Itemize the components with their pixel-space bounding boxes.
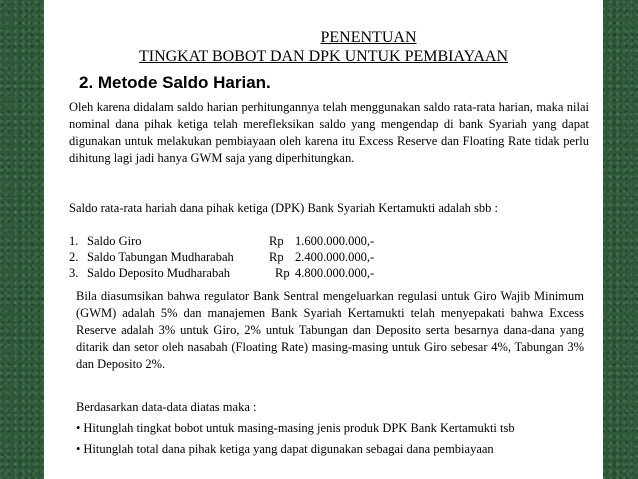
dpk-item-name: Saldo Deposito Mudharabah (87, 266, 231, 280)
dpk-item-name: Saldo Giro (87, 234, 142, 248)
dpk-item-currency: Rp (275, 266, 290, 280)
dpk-item-amount: 4.800.000.000,- (295, 266, 375, 280)
dpk-item-amount: 2.400.000.000,- (295, 250, 375, 264)
dpk-item-currency: Rp (269, 234, 284, 248)
dpk-item (69, 265, 449, 281)
dpk-item-amount: 1.600.000.000,- (295, 234, 375, 248)
dpk-intro: Saldo rata-rata hariah dana pihak ketiga (DPK) Bank Syariah Kertamukti adalah sbb : (69, 201, 499, 215)
task-intro: Berdasarkan data-data diatas maka : (76, 400, 257, 414)
dpk-item (69, 233, 449, 249)
task-item (76, 441, 596, 462)
bullet-icon: • (76, 442, 81, 456)
section-heading: 2. Metode Saldo Harian. (79, 73, 275, 93)
dpk-item (69, 249, 449, 265)
paragraph-assumption: Bila diasumsikan bahwa regulator Bank Sentral mengeluarkan regulasi untuk Giro Wajib Minimum (GWM) adalah 5% dan manajemen Bank Syariah Kertamukti telah menyepakati bahwa Excess Reserve adalah 3% untuk Giro, 2% untuk Tabungan dan Deposito serta besarnya dana-dana yang ditarik dan setor oleh nasabah (Floating Rate) masing-masing untuk Giro sebesar 4%, Tabungan 3% dan Deposito 2%. (76, 289, 584, 371)
task-item (76, 420, 596, 441)
bullet-icon: • (76, 421, 81, 435)
task-text: Hitunglah total dana pihak ketiga yang dapat digunakan sebagai dana pembiayaan (83, 442, 494, 456)
dpk-list (69, 233, 449, 281)
dpk-item-number: 2. (69, 250, 79, 264)
dpk-item-number: 3. (69, 266, 79, 280)
paragraph-saldo-harian: Oleh karena didalam saldo harian perhitungannya telah menggunakan saldo rata-rata harian, maka nilai nominal dana pihak ketiga telah merefleksikan saldo yang mengendap di bank Syariah yang dapat digunakan untuk melakukan pembiayaan oleh karena itu Excess Reserve dan Floating Rate tidak perlu dihitung lagi jadi hanya GWM saja yang diperhitungkan. (69, 100, 589, 165)
dpk-item-name: Saldo Tabungan Mudharabah (87, 250, 234, 264)
slide (44, 0, 603, 479)
task-list (76, 420, 596, 462)
title-line-2: TINGKAT BOBOT DAN DPK UNTUK PEMBIAYAAN (138, 48, 509, 65)
title-line-1: PENENTUAN (320, 29, 417, 46)
dpk-item-number: 1. (69, 234, 79, 248)
task-text: Hitunglah tingkat bobot untuk masing-masing jenis produk DPK Bank Kertamukti tsb (83, 421, 515, 435)
dpk-item-currency: Rp (269, 250, 284, 264)
